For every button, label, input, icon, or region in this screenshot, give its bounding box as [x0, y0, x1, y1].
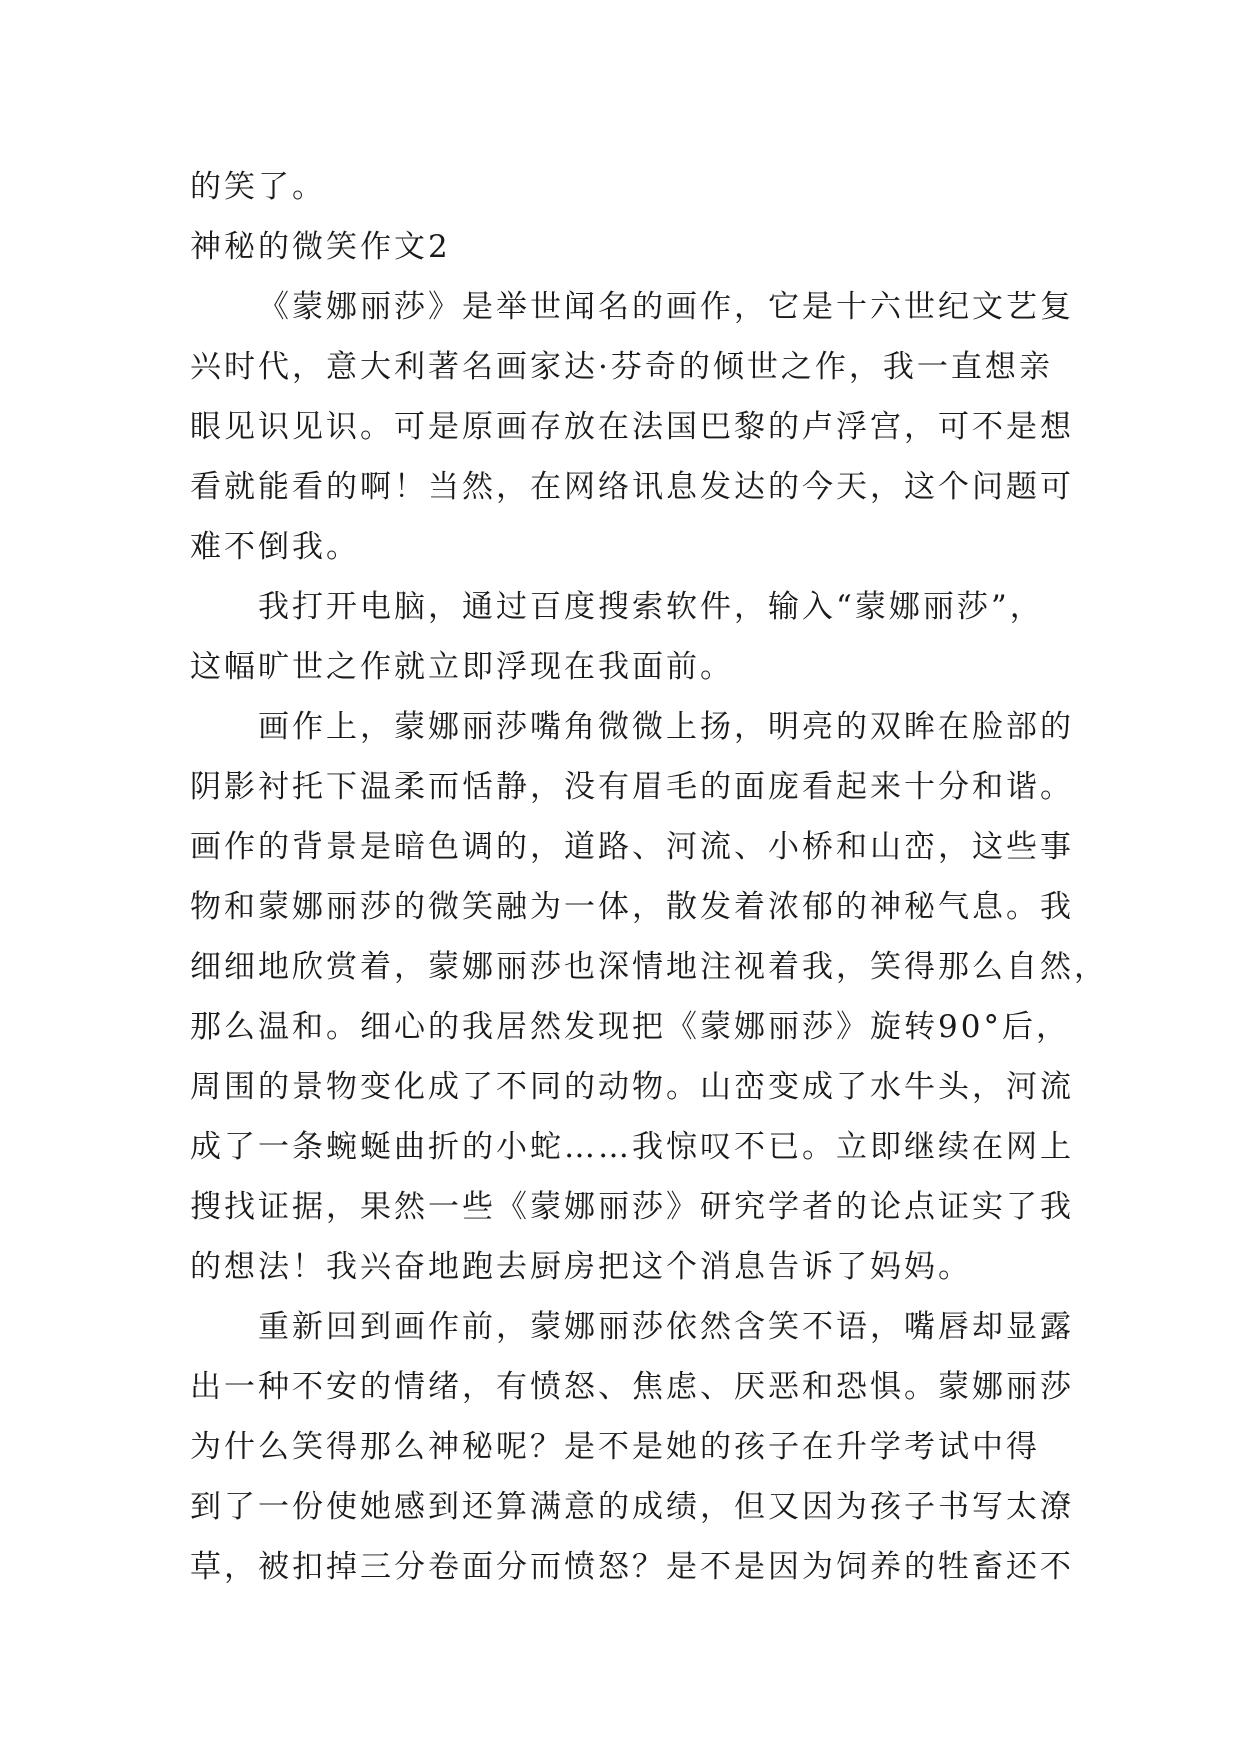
text-line: 兴时代，意大利著名画家达·芬奇的倾世之作，我一直想亲 [190, 349, 1053, 385]
text-line: 阴影衬托下温柔而恬静，没有眉毛的面庞看起来十分和谐。 [190, 769, 1074, 805]
text-line: 看就能看的啊！当然，在网络讯息发达的今天，这个问题可 [190, 469, 1074, 505]
text-line: 搜找证据，果然一些《蒙娜丽莎》研究学者的论点证实了我 [190, 1189, 1074, 1225]
text-line: 为什么笑得那么神秘呢？是不是她的孩子在升学考试中得 [190, 1429, 1040, 1465]
text-line: 画作上，蒙娜丽莎嘴角微微上扬，明亮的双眸在脸部的 [258, 709, 1074, 745]
text-line: 周围的景物变化成了不同的动物。山峦变成了水牛头，河流 [190, 1069, 1074, 1105]
text-line: 那么温和。细心的我居然发现把《蒙娜丽莎》旋转90°后， [190, 1009, 1070, 1045]
text-line: 草，被扣掉三分卷面分而愤怒？是不是因为饲养的牲畜还不 [190, 1549, 1074, 1585]
text-line: 重新回到画作前，蒙娜丽莎依然含笑不语，嘴唇却显露 [258, 1309, 1074, 1345]
text-line: 细细地欣赏着，蒙娜丽莎也深情地注视着我，笑得那么自然， [190, 949, 1108, 985]
text-line: 的笑了。 [190, 169, 326, 205]
text-line: 物和蒙娜丽莎的微笑融为一体，散发着浓郁的神秘气息。我 [190, 889, 1074, 925]
text-line: 成了一条蜿蜒曲折的小蛇……我惊叹不已。立即继续在网上 [190, 1129, 1074, 1165]
essay-text [190, 157, 1108, 1597]
text-line: 出一种不安的情绪，有愤怒、焦虑、厌恶和恐惧。蒙娜丽莎 [190, 1369, 1074, 1405]
text-line: 画作的背景是暗色调的，道路、河流、小桥和山峦，这些事 [190, 829, 1074, 865]
text-line: 我打开电脑，通过百度搜索软件，输入“蒙娜丽莎”， [258, 589, 1044, 625]
text-line: 难不倒我。 [190, 529, 360, 565]
text-line: 到了一份使她感到还算满意的成绩，但又因为孩子书写太潦 [190, 1489, 1074, 1525]
essay-title: 神秘的微笑作文2 [190, 229, 451, 265]
text-line: 眼见识见识。可是原画存放在法国巴黎的卢浮宫，可不是想 [190, 409, 1074, 445]
text-line: 《蒙娜丽莎》是举世闻名的画作，它是十六世纪文艺复 [258, 289, 1074, 325]
text-line: 这幅旷世之作就立即浮现在我面前。 [190, 649, 734, 685]
text-line: 的想法！我兴奋地跑去厨房把这个消息告诉了妈妈。 [190, 1249, 972, 1285]
